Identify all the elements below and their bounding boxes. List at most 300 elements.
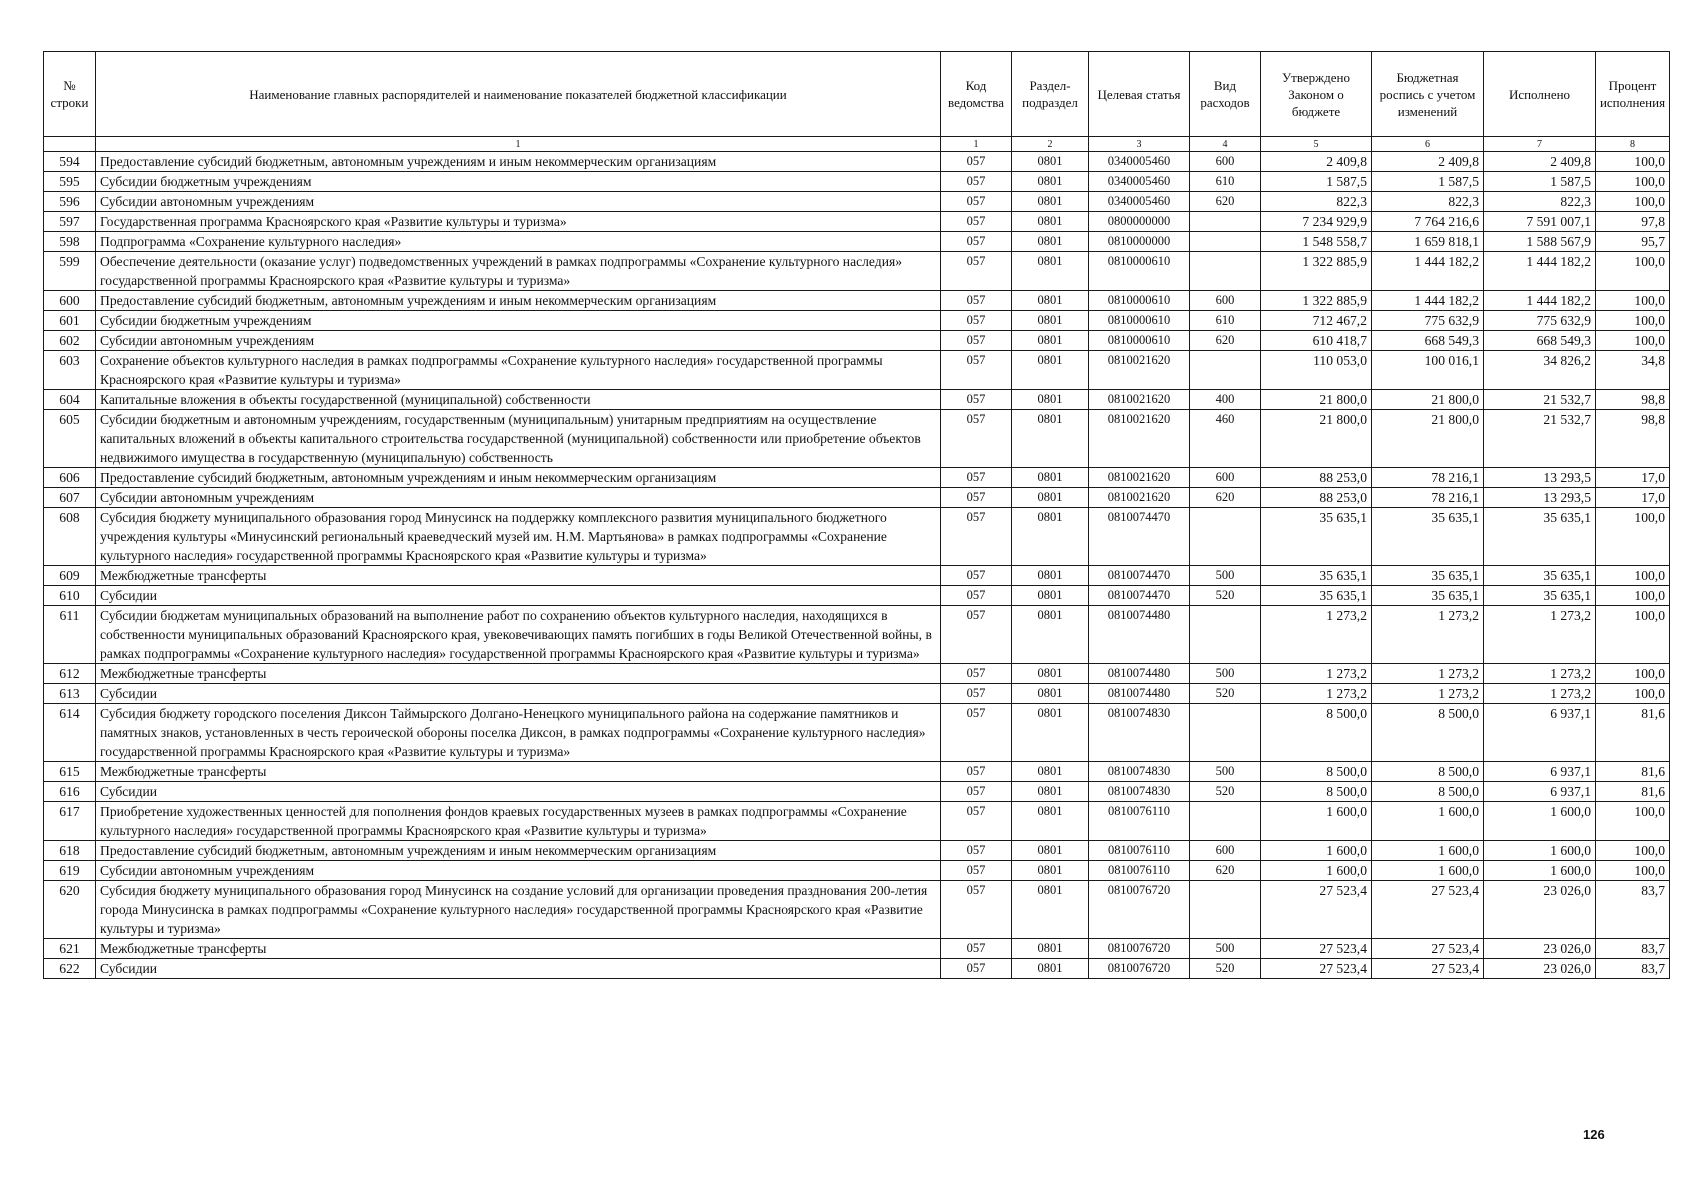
header-schedule: Бюджетная роспись с учетом изменений [1372,52,1484,137]
budget-table [43,51,1670,979]
executed-value: 13 293,5 [1484,488,1596,508]
indicator-name: Субсидии [96,684,941,704]
execution-percent: 100,0 [1596,311,1670,331]
executed-value: 7 591 007,1 [1484,212,1596,232]
table-row [44,252,1670,291]
table-row [44,566,1670,586]
section-code: 0801 [1012,212,1089,232]
approved-value: 1 273,2 [1261,684,1372,704]
dept-code: 057 [941,841,1012,861]
expense-type: 520 [1190,684,1261,704]
executed-value: 35 635,1 [1484,566,1596,586]
table-row [44,311,1670,331]
schedule-value: 1 659 818,1 [1372,232,1484,252]
approved-value: 35 635,1 [1261,566,1372,586]
expense-type: 620 [1190,331,1261,351]
executed-value: 21 532,7 [1484,390,1596,410]
executed-value: 668 549,3 [1484,331,1596,351]
dept-code: 057 [941,861,1012,881]
execution-percent: 100,0 [1596,566,1670,586]
executed-value: 1 600,0 [1484,861,1596,881]
section-code: 0801 [1012,959,1089,979]
section-code: 0801 [1012,291,1089,311]
section-code: 0801 [1012,802,1089,841]
table-row [44,881,1670,939]
dept-code: 057 [941,782,1012,802]
approved-value: 35 635,1 [1261,586,1372,606]
header-row [44,52,1670,137]
expense-type: 620 [1190,861,1261,881]
execution-percent: 100,0 [1596,684,1670,704]
execution-percent: 95,7 [1596,232,1670,252]
target-article: 0340005460 [1089,192,1190,212]
schedule-value: 775 632,9 [1372,311,1484,331]
approved-value: 8 500,0 [1261,704,1372,762]
section-code: 0801 [1012,586,1089,606]
approved-value: 712 467,2 [1261,311,1372,331]
section-code: 0801 [1012,468,1089,488]
indicator-name: Обеспечение деятельности (оказание услуг) подведомственных учреждений в рамках подпрограммы «Сохранение культурного наследия» государственной программы Красноярского края «Развитие культуры и туризма» [96,252,941,291]
approved-value: 2 409,8 [1261,152,1372,172]
execution-percent: 97,8 [1596,212,1670,232]
approved-value: 1 600,0 [1261,841,1372,861]
executed-value: 1 444 182,2 [1484,291,1596,311]
expense-type: 600 [1190,841,1261,861]
table-row [44,861,1670,881]
dept-code: 057 [941,802,1012,841]
execution-percent: 100,0 [1596,841,1670,861]
executed-value: 23 026,0 [1484,881,1596,939]
dept-code: 057 [941,959,1012,979]
executed-value: 1 600,0 [1484,841,1596,861]
execution-percent: 34,8 [1596,351,1670,390]
dept-code: 057 [941,939,1012,959]
expense-type: 600 [1190,152,1261,172]
indicator-name: Субсидии [96,782,941,802]
schedule-value: 7 764 216,6 [1372,212,1484,232]
section-code: 0801 [1012,841,1089,861]
section-code: 0801 [1012,252,1089,291]
executed-value: 2 409,8 [1484,152,1596,172]
indicator-name: Подпрограмма «Сохранение культурного наследия» [96,232,941,252]
section-code: 0801 [1012,861,1089,881]
executed-value: 34 826,2 [1484,351,1596,390]
row-number: 616 [44,782,96,802]
row-number: 619 [44,861,96,881]
approved-value: 21 800,0 [1261,390,1372,410]
row-number: 613 [44,684,96,704]
schedule-value: 1 273,2 [1372,606,1484,664]
executed-value: 1 273,2 [1484,664,1596,684]
schedule-value: 21 800,0 [1372,390,1484,410]
row-number: 617 [44,802,96,841]
indicator-name: Государственная программа Красноярского края «Развитие культуры и туризма» [96,212,941,232]
indicator-name: Субсидии автономным учреждениям [96,192,941,212]
row-number: 595 [44,172,96,192]
approved-value: 27 523,4 [1261,959,1372,979]
dept-code: 057 [941,410,1012,468]
header-executed: Исполнено [1484,52,1596,137]
col-number: 6 [1372,137,1484,152]
indicator-name: Предоставление субсидий бюджетным, автономным учреждениям и иным некоммерческим организациям [96,468,941,488]
col-number: 5 [1261,137,1372,152]
approved-value: 1 587,5 [1261,172,1372,192]
execution-percent: 100,0 [1596,331,1670,351]
schedule-value: 27 523,4 [1372,881,1484,939]
table-row [44,939,1670,959]
schedule-value: 8 500,0 [1372,782,1484,802]
execution-percent: 81,6 [1596,704,1670,762]
dept-code: 057 [941,762,1012,782]
header-row-number: № строки [44,52,96,137]
dept-code: 057 [941,566,1012,586]
schedule-value: 1 273,2 [1372,664,1484,684]
schedule-value: 27 523,4 [1372,939,1484,959]
row-number: 603 [44,351,96,390]
executed-value: 1 273,2 [1484,606,1596,664]
section-code: 0801 [1012,192,1089,212]
schedule-value: 21 800,0 [1372,410,1484,468]
col-number: 4 [1190,137,1261,152]
dept-code: 057 [941,351,1012,390]
table-row [44,508,1670,566]
dept-code: 057 [941,252,1012,291]
section-code: 0801 [1012,172,1089,192]
executed-value: 6 937,1 [1484,762,1596,782]
executed-value: 23 026,0 [1484,939,1596,959]
header-target-article: Целевая статья [1089,52,1190,137]
row-number: 597 [44,212,96,232]
execution-percent: 81,6 [1596,782,1670,802]
execution-percent: 17,0 [1596,488,1670,508]
row-number: 618 [44,841,96,861]
dept-code: 057 [941,152,1012,172]
section-code: 0801 [1012,684,1089,704]
schedule-value: 668 549,3 [1372,331,1484,351]
col-number: 3 [1089,137,1190,152]
approved-value: 1 273,2 [1261,606,1372,664]
approved-value: 7 234 929,9 [1261,212,1372,232]
indicator-name: Капитальные вложения в объекты государственной (муниципальной) собственности [96,390,941,410]
expense-type: 600 [1190,291,1261,311]
executed-value: 23 026,0 [1484,959,1596,979]
target-article: 0810076720 [1089,939,1190,959]
target-article: 0810074480 [1089,684,1190,704]
schedule-value: 2 409,8 [1372,152,1484,172]
approved-value: 35 635,1 [1261,508,1372,566]
executed-value: 1 444 182,2 [1484,252,1596,291]
target-article: 0810074480 [1089,664,1190,684]
target-article: 0810076720 [1089,881,1190,939]
executed-value: 13 293,5 [1484,468,1596,488]
indicator-name: Субсидии бюджетам муниципальных образований на выполнение работ по сохранению объектов культурного наследия, находящихся в собственности муниципальных образований Красноярского края, увековечивающих память погибших в годы Великой Отечественной войны, в рамках подпрограммы «Сохранение культурного наследия» государственной программы Красноярского края «Развитие культуры и туризма» [96,606,941,664]
target-article: 0810074470 [1089,566,1190,586]
execution-percent: 100,0 [1596,152,1670,172]
dept-code: 057 [941,488,1012,508]
indicator-name: Приобретение художественных ценностей для пополнения фондов краевых государственных музеев в рамках подпрограммы «Сохранение культурного наследия» государственной программы Красноярского края «Развитие культуры и туризма» [96,802,941,841]
executed-value: 775 632,9 [1484,311,1596,331]
expense-type: 500 [1190,664,1261,684]
table-row [44,684,1670,704]
expense-type [1190,704,1261,762]
approved-value: 27 523,4 [1261,881,1372,939]
table-row [44,291,1670,311]
table-row [44,192,1670,212]
executed-value: 21 532,7 [1484,410,1596,468]
table-row [44,172,1670,192]
target-article: 0810074480 [1089,606,1190,664]
execution-percent: 98,8 [1596,390,1670,410]
section-code: 0801 [1012,508,1089,566]
row-number: 622 [44,959,96,979]
row-number: 620 [44,881,96,939]
section-code: 0801 [1012,762,1089,782]
row-number: 599 [44,252,96,291]
row-number: 615 [44,762,96,782]
section-code: 0801 [1012,488,1089,508]
executed-value: 1 587,5 [1484,172,1596,192]
table-row [44,664,1670,684]
indicator-name: Субсидии [96,959,941,979]
execution-percent: 83,7 [1596,939,1670,959]
indicator-name: Межбюджетные трансферты [96,566,941,586]
row-number: 611 [44,606,96,664]
target-article: 0810076110 [1089,841,1190,861]
table-row [44,959,1670,979]
dept-code: 057 [941,704,1012,762]
expense-type [1190,351,1261,390]
indicator-name: Межбюджетные трансферты [96,939,941,959]
expense-type: 520 [1190,782,1261,802]
target-article: 0810074830 [1089,782,1190,802]
indicator-name: Субсидии бюджетным учреждениям [96,311,941,331]
row-number: 598 [44,232,96,252]
header-expense-type: Вид расходов [1190,52,1261,137]
approved-value: 1 548 558,7 [1261,232,1372,252]
dept-code: 057 [941,606,1012,664]
section-code: 0801 [1012,566,1089,586]
header-name: Наименование главных распорядителей и наименование показателей бюджетной классификации [96,52,941,137]
indicator-name: Предоставление субсидий бюджетным, автономным учреждениям и иным некоммерческим организациям [96,152,941,172]
section-code: 0801 [1012,351,1089,390]
col-number: 1 [941,137,1012,152]
execution-percent: 81,6 [1596,762,1670,782]
table-row [44,212,1670,232]
table-body [44,152,1670,979]
schedule-value: 78 216,1 [1372,468,1484,488]
schedule-value: 35 635,1 [1372,508,1484,566]
target-article: 0810074830 [1089,762,1190,782]
target-article: 0810074830 [1089,704,1190,762]
target-article: 0810000610 [1089,252,1190,291]
dept-code: 057 [941,881,1012,939]
execution-percent: 100,0 [1596,252,1670,291]
col-number-blank [44,137,96,152]
target-article: 0810021620 [1089,390,1190,410]
schedule-value: 100 016,1 [1372,351,1484,390]
indicator-name: Субсидия бюджету городского поселения Диксон Таймырского Долгано-Ненецкого муниципального района на содержание памятников и памятных знаков, установленных в честь героической обороны поселка Диксон, в рамках подпрограммы «Сохранение культурного наследия» государственной программы Красноярского края «Развитие культуры и туризма» [96,704,941,762]
section-code: 0801 [1012,410,1089,468]
schedule-value: 1 600,0 [1372,841,1484,861]
indicator-name: Сохранение объектов культурного наследия в рамках подпрограммы «Сохранение культурного наследия» государственной программы Красноярского края «Развитие культуры и туризма» [96,351,941,390]
execution-percent: 100,0 [1596,861,1670,881]
schedule-value: 1 444 182,2 [1372,252,1484,291]
indicator-name: Предоставление субсидий бюджетным, автономным учреждениям и иным некоммерческим организациям [96,291,941,311]
schedule-value: 1 587,5 [1372,172,1484,192]
table-row [44,152,1670,172]
executed-value: 35 635,1 [1484,586,1596,606]
schedule-value: 1 600,0 [1372,861,1484,881]
expense-type: 500 [1190,762,1261,782]
expense-type: 610 [1190,172,1261,192]
col-number: 2 [1012,137,1089,152]
dept-code: 057 [941,684,1012,704]
schedule-value: 35 635,1 [1372,586,1484,606]
schedule-value: 35 635,1 [1372,566,1484,586]
execution-percent: 98,8 [1596,410,1670,468]
approved-value: 1 600,0 [1261,861,1372,881]
section-code: 0801 [1012,704,1089,762]
row-number: 596 [44,192,96,212]
target-article: 0810021620 [1089,351,1190,390]
target-article: 0810021620 [1089,410,1190,468]
approved-value: 88 253,0 [1261,488,1372,508]
target-article: 0340005460 [1089,152,1190,172]
section-code: 0801 [1012,232,1089,252]
section-code: 0801 [1012,152,1089,172]
target-article: 0810021620 [1089,488,1190,508]
column-number-row [44,137,1670,152]
schedule-value: 1 444 182,2 [1372,291,1484,311]
indicator-name: Субсидии автономным учреждениям [96,331,941,351]
table-row [44,782,1670,802]
approved-value: 8 500,0 [1261,762,1372,782]
indicator-name: Субсидия бюджету муниципального образования город Минусинск на поддержку комплексного развития муниципального бюджетного учреждения культуры «Минусинский региональный краеведческий музей им. Н.М. Мартьянова» в рамках подпрограммы «Сохранение культурного наследия» государственной программы Красноярского края «Развитие культуры и туризма» [96,508,941,566]
indicator-name: Субсидия бюджету муниципального образования город Минусинск на создание условий для организации проведения празднования 200-летия города Минусинска в рамках подпрограммы «Сохранение культурного наследия» государственной программы Красноярского края «Развитие культуры и туризма» [96,881,941,939]
dept-code: 057 [941,390,1012,410]
table-row [44,802,1670,841]
expense-type: 520 [1190,959,1261,979]
row-number: 612 [44,664,96,684]
executed-value: 822,3 [1484,192,1596,212]
expense-type [1190,606,1261,664]
expense-type [1190,802,1261,841]
schedule-value: 78 216,1 [1372,488,1484,508]
row-number: 594 [44,152,96,172]
expense-type [1190,508,1261,566]
indicator-name: Субсидии бюджетным и автономным учреждениям, государственным (муниципальным) унитарным предприятиям на осуществление капитальных вложений в объекты капитального строительства государственной (муниципальной) собственности или приобретение объектов недвижимого имущества в государственную (муниципальную) собственность [96,410,941,468]
section-code: 0801 [1012,782,1089,802]
page-number: 126 [1583,1127,1605,1142]
expense-type [1190,881,1261,939]
schedule-value: 1 600,0 [1372,802,1484,841]
section-code: 0801 [1012,331,1089,351]
header-percent: Процент исполнения [1596,52,1670,137]
schedule-value: 8 500,0 [1372,704,1484,762]
table-row [44,331,1670,351]
schedule-value: 8 500,0 [1372,762,1484,782]
header-dept-code: Код ведомства [941,52,1012,137]
row-number: 608 [44,508,96,566]
target-article: 0810076720 [1089,959,1190,979]
target-article: 0810000000 [1089,232,1190,252]
dept-code: 057 [941,192,1012,212]
execution-percent: 83,7 [1596,959,1670,979]
dept-code: 057 [941,508,1012,566]
table-row [44,841,1670,861]
approved-value: 1 600,0 [1261,802,1372,841]
col-number: 8 [1596,137,1670,152]
expense-type: 500 [1190,566,1261,586]
table-row [44,468,1670,488]
row-number: 610 [44,586,96,606]
section-code: 0801 [1012,939,1089,959]
indicator-name: Субсидии бюджетным учреждениям [96,172,941,192]
row-number: 600 [44,291,96,311]
indicator-name: Предоставление субсидий бюджетным, автономным учреждениям и иным некоммерческим организациям [96,841,941,861]
executed-value: 6 937,1 [1484,782,1596,802]
indicator-name: Межбюджетные трансферты [96,762,941,782]
header-approved: Утверждено Законом о бюджете [1261,52,1372,137]
row-number: 604 [44,390,96,410]
target-article: 0810000610 [1089,331,1190,351]
dept-code: 057 [941,232,1012,252]
executed-value: 1 273,2 [1484,684,1596,704]
dept-code: 057 [941,664,1012,684]
schedule-value: 1 273,2 [1372,684,1484,704]
row-number: 614 [44,704,96,762]
row-number: 621 [44,939,96,959]
dept-code: 057 [941,291,1012,311]
approved-value: 610 418,7 [1261,331,1372,351]
execution-percent: 100,0 [1596,606,1670,664]
expense-type [1190,212,1261,232]
table-row [44,410,1670,468]
executed-value: 1 600,0 [1484,802,1596,841]
table-row [44,586,1670,606]
approved-value: 88 253,0 [1261,468,1372,488]
table-row [44,606,1670,664]
row-number: 606 [44,468,96,488]
dept-code: 057 [941,212,1012,232]
expense-type [1190,232,1261,252]
table-row [44,232,1670,252]
dept-code: 057 [941,172,1012,192]
dept-code: 057 [941,311,1012,331]
execution-percent: 100,0 [1596,802,1670,841]
execution-percent: 100,0 [1596,192,1670,212]
expense-type: 620 [1190,488,1261,508]
expense-type [1190,252,1261,291]
dept-code: 057 [941,586,1012,606]
section-code: 0801 [1012,664,1089,684]
executed-value: 1 588 567,9 [1484,232,1596,252]
expense-type: 620 [1190,192,1261,212]
expense-type: 520 [1190,586,1261,606]
row-number: 601 [44,311,96,331]
target-article: 0800000000 [1089,212,1190,232]
row-number: 607 [44,488,96,508]
section-code: 0801 [1012,881,1089,939]
execution-percent: 100,0 [1596,291,1670,311]
table-row [44,762,1670,782]
col-number: 7 [1484,137,1596,152]
execution-percent: 100,0 [1596,664,1670,684]
table-row [44,351,1670,390]
executed-value: 35 635,1 [1484,508,1596,566]
indicator-name: Субсидии автономным учреждениям [96,861,941,881]
target-article: 0810076110 [1089,802,1190,841]
